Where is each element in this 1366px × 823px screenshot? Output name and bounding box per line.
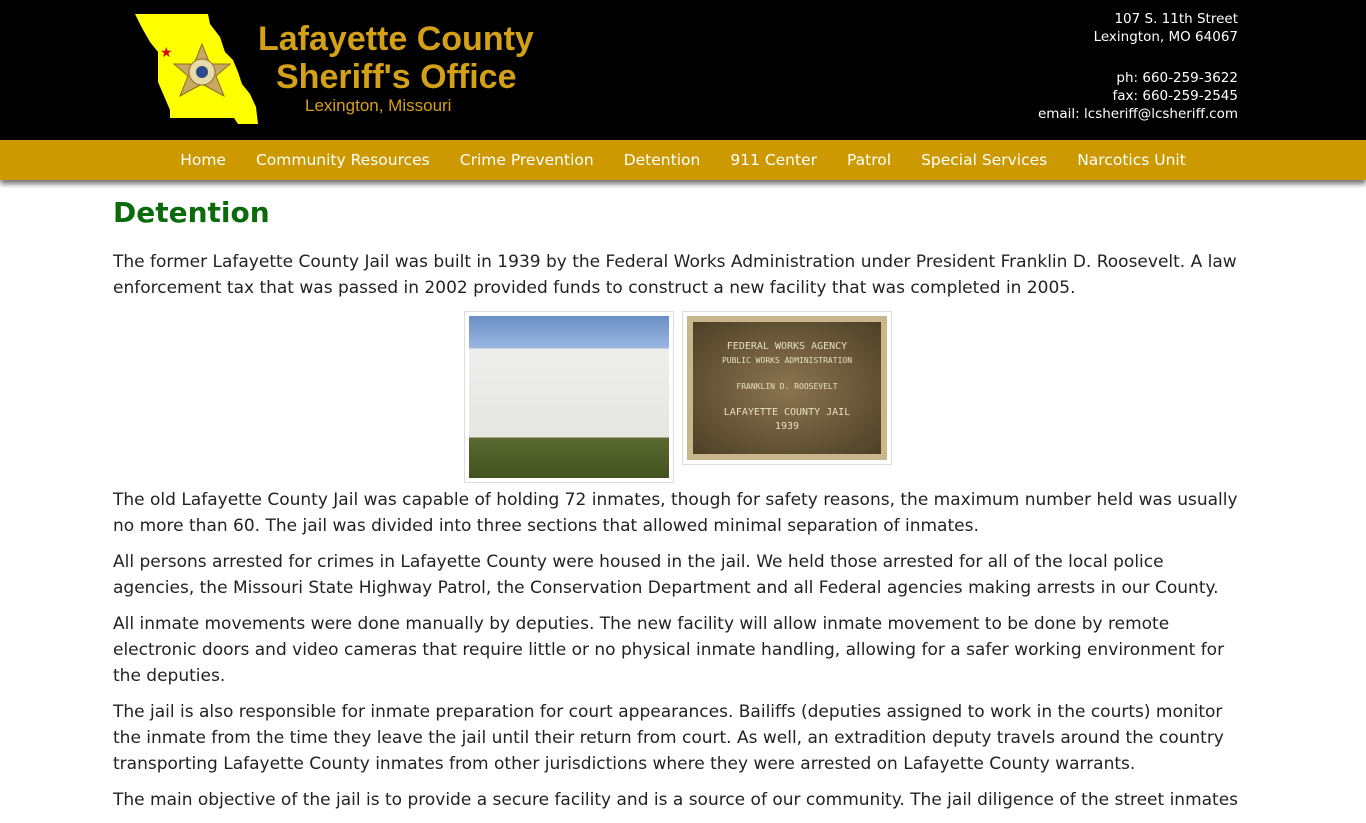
phone: ph: 660-259-3622	[1116, 70, 1238, 86]
page-title: Detention	[113, 196, 270, 229]
plaque-text: FEDERAL WORKS AGENCY	[726, 341, 848, 352]
address-street: 107 S. 11th Street	[1114, 11, 1238, 27]
contact-info	[1038, 10, 1238, 123]
missouri-badge-icon	[130, 12, 260, 127]
paragraph: The jail is also responsible for inmate preparation for court appearances. Bailiffs (deputies assigned to work in the courts) monitor the inmate from the time they leave the jail until their return from court. As well, an extradition deputy travels around the country transporting Lafayette County inmates from other jurisdictions where they were arrested on Lafayette County warrants.	[113, 702, 1224, 774]
logo-line1: Lafayette County	[258, 20, 534, 58]
plaque-text: LAFAYETTE COUNTY JAIL	[723, 407, 851, 418]
fax: fax: 660-259-2545	[1112, 88, 1238, 104]
nav-special-services[interactable]: Special Services	[921, 151, 1048, 169]
nav-narcotics-unit[interactable]: Narcotics Unit	[1077, 151, 1186, 169]
main-content	[113, 196, 1243, 823]
plaque-text: 1939	[774, 421, 800, 432]
paragraph: All inmate movements were done manually by deputies. The new facility will allow inmate movement to be done by remote electronic doors and video cameras that require little or no physical inmate handling, allowing for a safer working environment for the deputies.	[113, 614, 1225, 686]
paragraph: The old Lafayette County Jail was capable of holding 72 inmates, though for safety reasons, the maximum number held was usually no more than 60. The jail was divided into three sections that allowed minimal separation of inmates.	[113, 490, 1238, 536]
address-city: Lexington, MO 64067	[1093, 29, 1238, 45]
plaque-text: PUBLIC WORKS ADMINISTRATION	[721, 356, 853, 365]
nav-911-center[interactable]: 911 Center	[730, 151, 817, 169]
svg-text:★: ★	[160, 45, 173, 61]
nav-community-resources[interactable]: Community Resources	[255, 151, 430, 169]
wpa-plaque-photo[interactable]	[682, 311, 892, 465]
email-link[interactable]: email: lcsheriff@lcsheriff.com	[1037, 106, 1238, 122]
photo-gallery	[113, 311, 1243, 483]
jail-building-photo[interactable]	[464, 311, 674, 483]
site-header	[0, 0, 1366, 140]
nav-patrol[interactable]: Patrol	[847, 151, 892, 169]
nav-home[interactable]: Home	[180, 151, 226, 169]
nav-detention[interactable]: Detention	[623, 151, 701, 169]
paragraph: The former Lafayette County Jail was built in 1939 by the Federal Works Administration under President Franklin D. Roosevelt. A law enforcement tax that was passed in 2002 provided funds to construct a new facility that was completed in 2005.	[113, 252, 1237, 298]
site-logo[interactable]	[130, 10, 534, 130]
paragraph: The main objective of the jail is to provide a secure facility and is a source of our community. The jail diligence of the street inmates	[113, 790, 1239, 810]
main-nav	[0, 140, 1366, 180]
nav-crime-prevention[interactable]: Crime Prevention	[459, 151, 594, 169]
paragraph: All persons arrested for crimes in Lafayette County were housed in the jail. We held those arrested for all of the local police agencies, the Missouri State Highway Patrol, the Conservation Department and all Federal agencies making arrests in our County.	[113, 552, 1219, 598]
logo-line3: Lexington, Missouri	[305, 96, 452, 115]
plaque-text: FRANKLIN D. ROOSEVELT	[736, 382, 838, 391]
logo-line2: Sheriff's Office	[276, 58, 517, 96]
